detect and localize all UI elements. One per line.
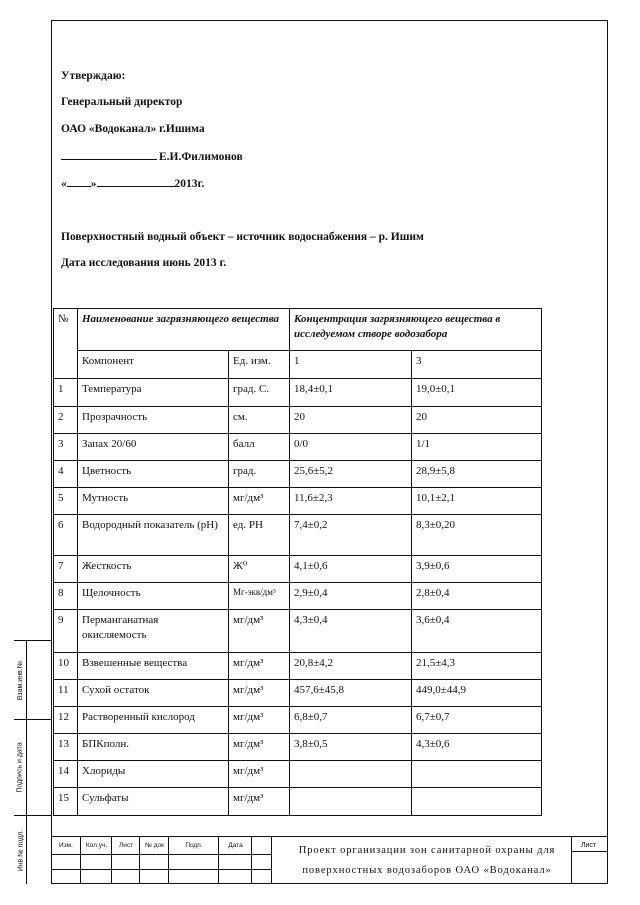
row-number: 3 bbox=[54, 434, 78, 461]
header-site-3: 3 bbox=[412, 351, 542, 379]
approval-signature-line bbox=[61, 150, 243, 163]
row-component: Жесткость bbox=[78, 556, 229, 583]
row-value-site-1: 457,6±45,8 bbox=[290, 680, 412, 707]
study-date: Дата исследования июнь 2013 г. bbox=[61, 257, 227, 269]
row-number: 5 bbox=[54, 488, 78, 515]
header-component: Компонент bbox=[78, 351, 229, 379]
header-site-1: 1 bbox=[290, 351, 412, 379]
row-unit: мг/дм³ bbox=[229, 734, 290, 761]
row-unit: град. bbox=[229, 461, 290, 488]
row-component: Мутность bbox=[78, 488, 229, 515]
header-concentration: Концентрация загрязняющего вещества в исследуемом створе водозабора bbox=[290, 309, 542, 351]
row-component: Температура bbox=[78, 379, 229, 407]
side-label-inv-orig: Инв.№ подл. bbox=[17, 829, 25, 871]
row-number: 1 bbox=[54, 379, 78, 407]
row-component: БПКполн. bbox=[78, 734, 229, 761]
header-number: № bbox=[54, 309, 78, 379]
table-row bbox=[54, 761, 542, 788]
stamp-ndoc: № док bbox=[144, 842, 165, 849]
table-row bbox=[54, 707, 542, 734]
row-component: Перманганатная окисляемость bbox=[78, 610, 229, 653]
row-number: 4 bbox=[54, 461, 78, 488]
header-substance: Наименование загрязняющего вещества bbox=[78, 309, 290, 351]
approval-organization: ОАО «Водоканал» г.Ишима bbox=[61, 123, 205, 135]
row-unit: Ж⁰ bbox=[229, 556, 290, 583]
row-value-site-3: 3,9±0,6 bbox=[412, 556, 542, 583]
stamp-podp: Подп. bbox=[185, 842, 203, 849]
row-value-site-3: 21,5±4,3 bbox=[412, 653, 542, 680]
table-row bbox=[54, 653, 542, 680]
header-unit: Ед. изм. bbox=[229, 351, 290, 379]
stamp-list: Лист bbox=[118, 842, 134, 849]
row-number: 6 bbox=[54, 515, 78, 556]
table-header-row bbox=[54, 309, 542, 351]
side-stamp bbox=[14, 640, 51, 884]
row-value-site-1: 7,4±0,2 bbox=[290, 515, 412, 556]
table-row bbox=[54, 734, 542, 761]
row-component: Водородный показатель (pH) bbox=[78, 515, 229, 556]
row-unit: балл bbox=[229, 434, 290, 461]
row-unit: мг/дм³ bbox=[229, 761, 290, 788]
table-row bbox=[54, 788, 542, 816]
row-unit: Мг-экв/дм³ bbox=[229, 583, 290, 610]
row-value-site-3: 3,6±0,4 bbox=[412, 610, 542, 653]
row-value-site-1 bbox=[290, 761, 412, 788]
approval-position: Генеральный директор bbox=[61, 96, 183, 108]
row-number: 8 bbox=[54, 583, 78, 610]
row-value-site-1 bbox=[290, 788, 412, 816]
table-row bbox=[54, 407, 542, 434]
table-subheader-row bbox=[54, 351, 542, 379]
day-blank bbox=[67, 177, 91, 187]
table-row bbox=[54, 515, 542, 556]
row-number: 14 bbox=[54, 761, 78, 788]
date-quote-close: » bbox=[90, 178, 97, 190]
row-number: 11 bbox=[54, 680, 78, 707]
project-title-line-1: Проект организации зон санитарной охраны для bbox=[298, 845, 556, 856]
row-value-site-3: 8,3±0,20 bbox=[412, 515, 542, 556]
side-label-sign-date: Подпись и дата bbox=[17, 741, 25, 793]
row-component: Прозрачность bbox=[78, 407, 229, 434]
table-row bbox=[54, 379, 542, 407]
approval-date-line bbox=[61, 177, 204, 190]
row-unit: мг/дм³ bbox=[229, 488, 290, 515]
stamp-sheet-label: Лист bbox=[581, 842, 597, 849]
row-value-site-1: 20 bbox=[290, 407, 412, 434]
row-value-site-3: 10,1±2,1 bbox=[412, 488, 542, 515]
project-title-line-2: поверхностных водозаборов ОАО «Водоканал» bbox=[302, 864, 552, 876]
row-value-site-1: 4,3±0,4 bbox=[290, 610, 412, 653]
row-component: Цветность bbox=[78, 461, 229, 488]
row-unit: см. bbox=[229, 407, 290, 434]
row-number: 7 bbox=[54, 556, 78, 583]
date-quote-open: « bbox=[61, 178, 67, 190]
stamp-kol: Кол.уч. bbox=[85, 842, 108, 849]
row-unit: ед. PH bbox=[229, 515, 290, 556]
stamp-izm: Изм. bbox=[59, 842, 73, 849]
row-number: 9 bbox=[54, 610, 78, 653]
table-row bbox=[54, 434, 542, 461]
row-component: Сульфаты bbox=[78, 788, 229, 816]
row-component: Щелочность bbox=[78, 583, 229, 610]
row-value-site-1: 2,9±0,4 bbox=[290, 583, 412, 610]
project-title bbox=[277, 841, 577, 881]
row-component: Растворенный кислород bbox=[78, 707, 229, 734]
row-value-site-3: 28,9±5,8 bbox=[412, 461, 542, 488]
table-row bbox=[54, 583, 542, 610]
approval-heading: Утверждаю: bbox=[61, 70, 126, 82]
row-number: 12 bbox=[54, 707, 78, 734]
row-value-site-1: 4,1±0,6 bbox=[290, 556, 412, 583]
row-unit: мг/дм³ bbox=[229, 610, 290, 653]
row-value-site-1: 0/0 bbox=[290, 434, 412, 461]
title-block bbox=[51, 836, 608, 884]
row-unit: град. С. bbox=[229, 379, 290, 407]
row-value-site-3 bbox=[412, 788, 542, 816]
row-value-site-3: 19,0±0,1 bbox=[412, 379, 542, 407]
row-value-site-3: 4,3±0,6 bbox=[412, 734, 542, 761]
table-row bbox=[54, 610, 542, 653]
side-label-inv-replace: Взам.инв.№ bbox=[17, 660, 25, 700]
row-unit: мг/дм³ bbox=[229, 680, 290, 707]
row-value-site-3: 1/1 bbox=[412, 434, 542, 461]
pollutants-table bbox=[53, 308, 542, 816]
month-blank bbox=[97, 177, 175, 187]
table-row bbox=[54, 556, 542, 583]
signature-blank bbox=[61, 150, 157, 160]
row-unit: мг/дм³ bbox=[229, 788, 290, 816]
table-row bbox=[54, 488, 542, 515]
row-number: 2 bbox=[54, 407, 78, 434]
row-value-site-1: 6,8±0,7 bbox=[290, 707, 412, 734]
row-value-site-1: 20,8±4,2 bbox=[290, 653, 412, 680]
signer-name: Е.И.Филимонов bbox=[159, 151, 243, 163]
row-value-site-1: 18,4±0,1 bbox=[290, 379, 412, 407]
row-value-site-3: 449,0±44,9 bbox=[412, 680, 542, 707]
row-unit: мг/дм³ bbox=[229, 653, 290, 680]
table-row bbox=[54, 680, 542, 707]
row-number: 15 bbox=[54, 788, 78, 816]
row-value-site-3: 6,7±0,7 bbox=[412, 707, 542, 734]
row-value-site-3 bbox=[412, 761, 542, 788]
row-value-site-3: 2,8±0,4 bbox=[412, 583, 542, 610]
row-value-site-3: 20 bbox=[412, 407, 542, 434]
row-value-site-1: 11,6±2,3 bbox=[290, 488, 412, 515]
row-number: 10 bbox=[54, 653, 78, 680]
table-row bbox=[54, 461, 542, 488]
row-component: Сухой остаток bbox=[78, 680, 229, 707]
row-unit: мг/дм³ bbox=[229, 707, 290, 734]
row-component: Хлориды bbox=[78, 761, 229, 788]
row-value-site-1: 3,8±0,5 bbox=[290, 734, 412, 761]
stamp-data: Дата bbox=[228, 842, 243, 849]
water-object-title: Поверхностный водный объект – источник водоснабжения – р. Ишим bbox=[61, 231, 424, 243]
row-number: 13 bbox=[54, 734, 78, 761]
date-year: 2013г. bbox=[174, 178, 205, 190]
row-component: Запах 20/60 bbox=[78, 434, 229, 461]
row-value-site-1: 25,6±5,2 bbox=[290, 461, 412, 488]
row-component: Взвешенные вещества bbox=[78, 653, 229, 680]
